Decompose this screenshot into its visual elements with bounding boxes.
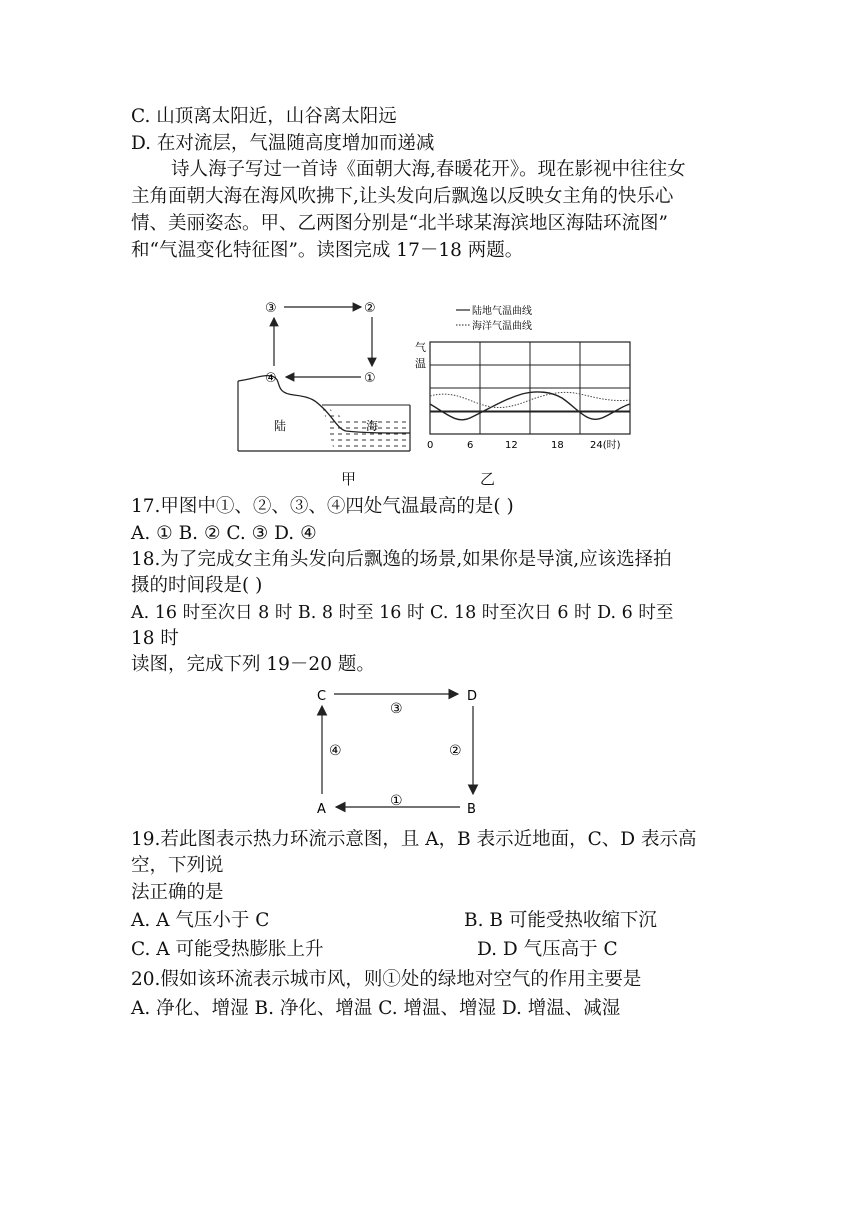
caption-jia: 甲 (341, 470, 357, 488)
land-label: 陆 (274, 419, 287, 433)
question-20: 20.假如该环流表示城市风，则①处的绿地对空气的作用主要是 (131, 969, 642, 990)
option-d-line: D. 在对流层，气温随高度增加而递减 (131, 133, 435, 154)
arrow-2-label: ② (449, 743, 462, 759)
question-19-line-3: 法正确的是 (131, 882, 224, 903)
question-19-option-b: B. B 可能受热收缩下沉 (464, 910, 657, 931)
ylabel-1: 气 (415, 341, 426, 354)
passage-line-2: 主角面朝大海在海风吹拂下,让头发向后飘逸以反映女主角的快乐心 (131, 186, 674, 207)
question-19-line-1: 19.若此图表示热力环流示意图，且 A，B 表示近地面，C、D 表示高 (131, 829, 697, 850)
corner-c: C (317, 689, 327, 704)
passage-line-4: 和“气温变化特征图”。读图完成 17－18 两题。 (131, 240, 524, 261)
question-18-line-1: 18.为了完成女主角头发向后飘逸的场景,如果你是导演,应该选择拍 (131, 549, 672, 570)
point-2-label: ② (364, 301, 376, 316)
xtick-12: 12 (505, 440, 518, 451)
legend-sea: 海洋气温曲线 (472, 321, 532, 332)
question-17-options: A. ① B. ② C. ③ D. ④ (131, 523, 317, 544)
passage-line-3: 情、美丽姿态。甲、乙两图分别是“北半球某海滨地区海陆环流图” (131, 213, 668, 234)
corner-b: B (467, 802, 476, 817)
corner-a: A (317, 802, 326, 817)
question-20-options: A. 净化、增湿 B. 净化、增温 C. 增温、增湿 D. 增温、减湿 (131, 998, 621, 1019)
point-1-label: ① (364, 371, 376, 386)
question-19-option-a: A. A 气压小于 C (131, 910, 270, 931)
figure-jia (234, 293, 414, 455)
xtick-0: 0 (427, 440, 434, 451)
arrow-3-label: ③ (390, 701, 403, 717)
sea-label: 海 (366, 419, 379, 433)
corner-d: D (467, 689, 478, 704)
question-18-options: A. 16 时至次日 8 时 B. 8 时至 16 时 C. 18 时至次日 6 时 D. 6 时至 (131, 603, 674, 623)
question-19-line-2: 空，下列说 (131, 855, 224, 876)
figure-yi (412, 300, 644, 456)
legend-land: 陆地气温曲线 (472, 306, 532, 317)
question-19-option-c: C. A 可能受热膨胀上升 (131, 939, 324, 960)
xtick-18: 18 (551, 440, 564, 451)
intro-19-20: 读图，完成下列 19－20 题。 (131, 654, 375, 675)
xtick-24: 24(时) (590, 440, 621, 451)
arrow-1-label: ① (390, 793, 403, 809)
caption-yi: 乙 (480, 470, 496, 488)
option-c-line: C. 山顶离太阳近，山谷离太阳远 (131, 106, 397, 127)
question-17: 17.甲图中①、②、③、④四处气温最高的是( ) (131, 496, 514, 517)
figure-circulation (308, 684, 488, 818)
ylabel-2: 温 (415, 357, 426, 370)
question-18-line-2: 摄的时间段是( ) (131, 575, 263, 596)
point-4-label: ④ (265, 371, 277, 386)
passage-line-1: 诗人海子写过一首诗《面朝大海,春暖花开》。现在影视中往往女 (171, 159, 686, 180)
arrow-4-label: ④ (329, 743, 342, 759)
question-19-option-d: D. D 气压高于 C (477, 939, 618, 960)
point-3-label: ③ (265, 301, 277, 316)
question-18-options-cont: 18 时 (131, 628, 179, 649)
xtick-6: 6 (467, 440, 474, 451)
